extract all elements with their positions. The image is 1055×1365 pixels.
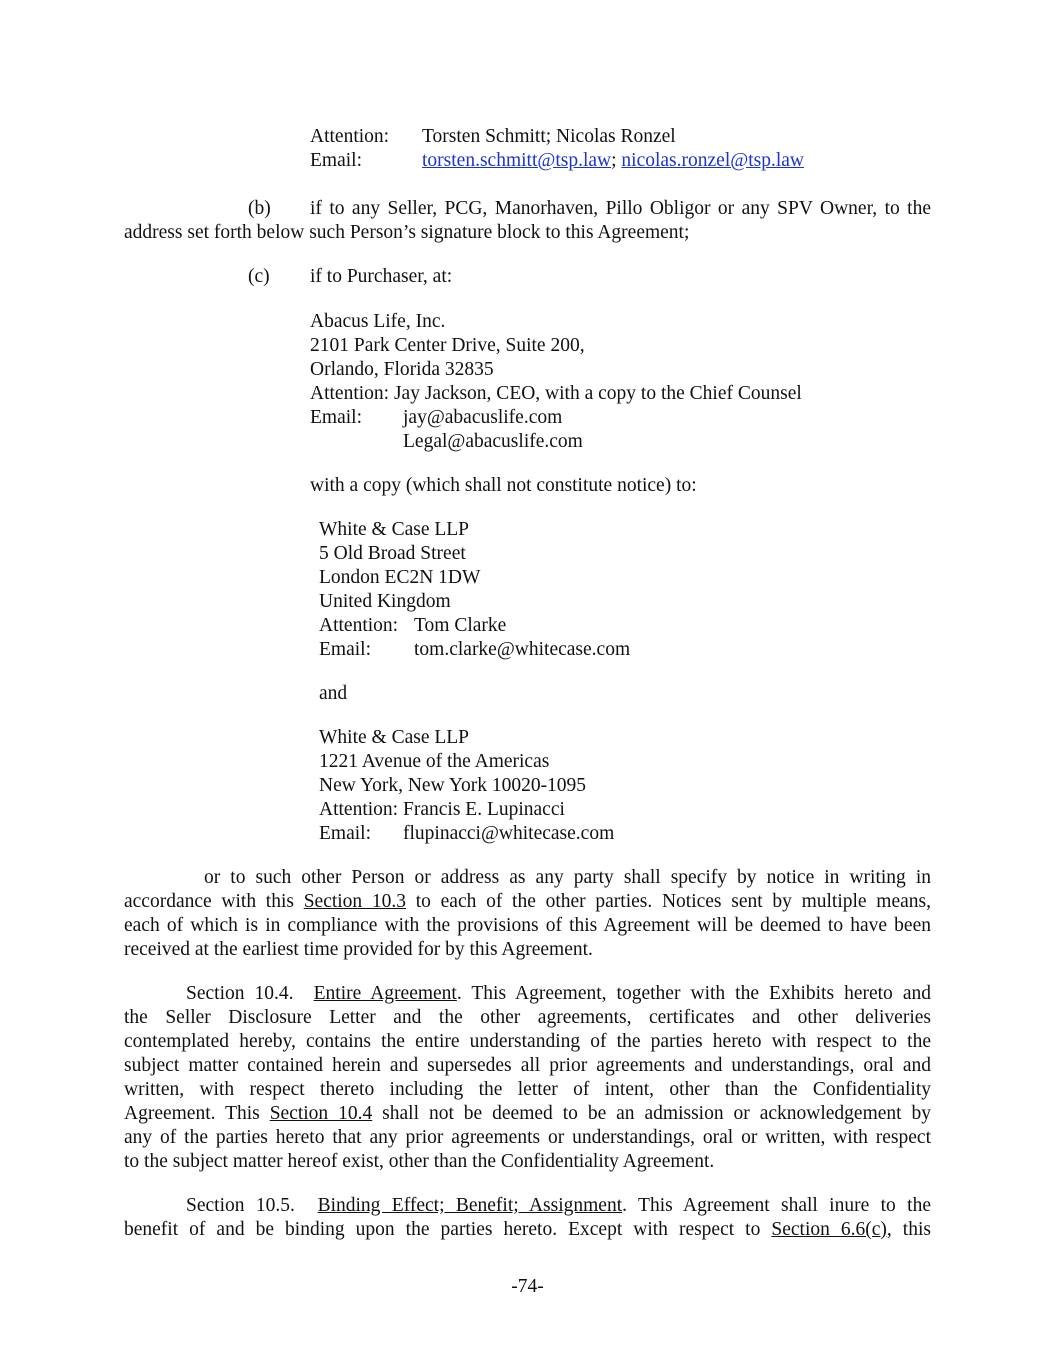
section-10-4-line8: to the subject matter hereof exist, other than the Confidentiality Agreement.: [124, 1151, 715, 1172]
section-10-4-line6-post: shall not be deemed to be an admission or acknowledgement by: [372, 1103, 931, 1124]
section-10-4-ref[interactable]: Section 10.4: [269, 1103, 373, 1124]
closing-line1: or to such other Person or address as any party shall specify by notice in writing in: [204, 867, 931, 888]
section-10-4-line1: [124, 982, 931, 1006]
section-10-5-line2-pre: benefit of and be binding upon the parties hereto. Except with respect to: [124, 1219, 772, 1240]
closing-line3: each of which is in compliance with the provisions of this Agreement will be deemed to have been: [124, 915, 931, 936]
page-number: -74-: [511, 1276, 544, 1297]
email-link-schmitt[interactable]: torsten.schmitt@tsp.law: [422, 150, 612, 171]
ny-attention-label: Attention:: [319, 799, 399, 820]
london-counsel-email: [319, 638, 630, 662]
section-10-4-heading: Entire Agreement: [313, 983, 457, 1004]
email-label: Email:: [310, 150, 362, 171]
purchaser-email-1: jay@abacuslife.com: [403, 407, 563, 428]
london-counsel-country: United Kingdom: [319, 591, 451, 612]
ny-counsel-address2: New York, New York 10020-1095: [319, 775, 587, 796]
clause-b-line2: address set forth below such Person’s signature block to this Agreement;: [124, 222, 690, 243]
clause-b-line1: [124, 197, 931, 221]
and-connector: and: [319, 683, 348, 704]
closing-line4: received at the earliest time provided for by this Agreement.: [124, 939, 593, 960]
purchaser-address2: Orlando, Florida 32835: [310, 359, 494, 380]
section-10-3-ref[interactable]: Section 10.3: [303, 891, 407, 912]
section-10-5-line1: [124, 1194, 931, 1218]
london-attention-label: Attention:: [319, 615, 399, 636]
closing-line2-post: to each of the other parties. Notices sent by multiple means,: [406, 891, 932, 912]
purchaser-email-line: [310, 406, 562, 430]
notice-email-line: [310, 149, 804, 173]
clause-c-marker: (c): [248, 266, 270, 287]
section-10-5-line2: [124, 1218, 931, 1242]
section-10-4-line7: any of the parties hereto that any prior agreements or understandings, oral or written, with respect: [124, 1127, 931, 1148]
section-10-4-line1-post: . This Agreement, together with the Exhibits hereto and: [456, 983, 931, 1004]
purchaser-name: Abacus Life, Inc.: [310, 311, 446, 332]
london-counsel-name: White & Case LLP: [319, 519, 470, 540]
section-10-4-line2: the Seller Disclosure Letter and the other agreements, certificates and other deliveries: [124, 1007, 931, 1028]
section-10-4-number: Section 10.4.: [186, 983, 294, 1004]
section-10-5-heading: Binding Effect; Benefit; Assignment: [317, 1195, 623, 1216]
ny-counsel-attention: [319, 798, 565, 822]
ny-email-value: flupinacci@whitecase.com: [403, 823, 615, 844]
london-counsel-address2: London EC2N 1DW: [319, 567, 481, 588]
attention-label: Attention:: [310, 126, 390, 147]
purchaser-attention: Attention: Jay Jackson, CEO, with a copy to the Chief Counsel: [310, 383, 802, 404]
section-10-4-line3: contemplated hereby, contains the entire understanding of the parties hereto with respect to the: [124, 1031, 931, 1052]
purchaser-email-label: Email:: [310, 407, 362, 428]
london-attention-value: Tom Clarke: [414, 615, 507, 636]
attention-value: Torsten Schmitt; Nicolas Ronzel: [422, 126, 676, 147]
notice-attention-line: [310, 125, 676, 149]
closing-line2: [124, 890, 931, 914]
closing-line2-pre: accordance with this: [124, 891, 304, 912]
ny-counsel-email: [319, 822, 614, 846]
clause-c-text: if to Purchaser, at:: [310, 266, 453, 287]
london-counsel-address1: 5 Old Broad Street: [319, 543, 466, 564]
section-10-4-line6: [124, 1102, 931, 1126]
ny-email-label: Email:: [319, 823, 371, 844]
section-10-4-line6-pre: Agreement. This: [124, 1103, 270, 1124]
clause-b-marker: (b): [248, 198, 271, 219]
clause-c: [248, 265, 452, 289]
ny-counsel-address1: 1221 Avenue of the Americas: [319, 751, 550, 772]
section-10-4-line4: subject matter contained herein and supersedes all prior agreements and understandings, oral and: [124, 1055, 931, 1076]
london-email-value: tom.clarke@whitecase.com: [414, 639, 631, 660]
purchaser-email-2: Legal@abacuslife.com: [403, 431, 583, 452]
section-10-4-line5: written, with respect thereto including the letter of intent, other than the Confidentiality: [124, 1079, 931, 1100]
section-6-6c-ref[interactable]: Section 6.6(c): [771, 1219, 887, 1240]
purchaser-address1: 2101 Park Center Drive, Suite 200,: [310, 335, 585, 356]
london-counsel-attention: [319, 614, 506, 638]
email-link-ronzel[interactable]: nicolas.ronzel@tsp.law: [621, 150, 804, 171]
section-10-5-line2-post: , this: [886, 1219, 931, 1240]
clause-b-text: if to any Seller, PCG, Manorhaven, Pillo Obligor or any SPV Owner, to the: [310, 198, 931, 219]
section-10-5-number: Section 10.5.: [186, 1195, 295, 1216]
ny-attention-value: Francis E. Lupinacci: [403, 799, 565, 820]
london-email-label: Email:: [319, 639, 371, 660]
copy-intro: with a copy (which shall not constitute notice) to:: [310, 475, 697, 496]
email-separator: ;: [611, 150, 617, 171]
ny-counsel-name: White & Case LLP: [319, 727, 470, 748]
section-10-5-line1-post: . This Agreement shall inure to the: [622, 1195, 931, 1216]
